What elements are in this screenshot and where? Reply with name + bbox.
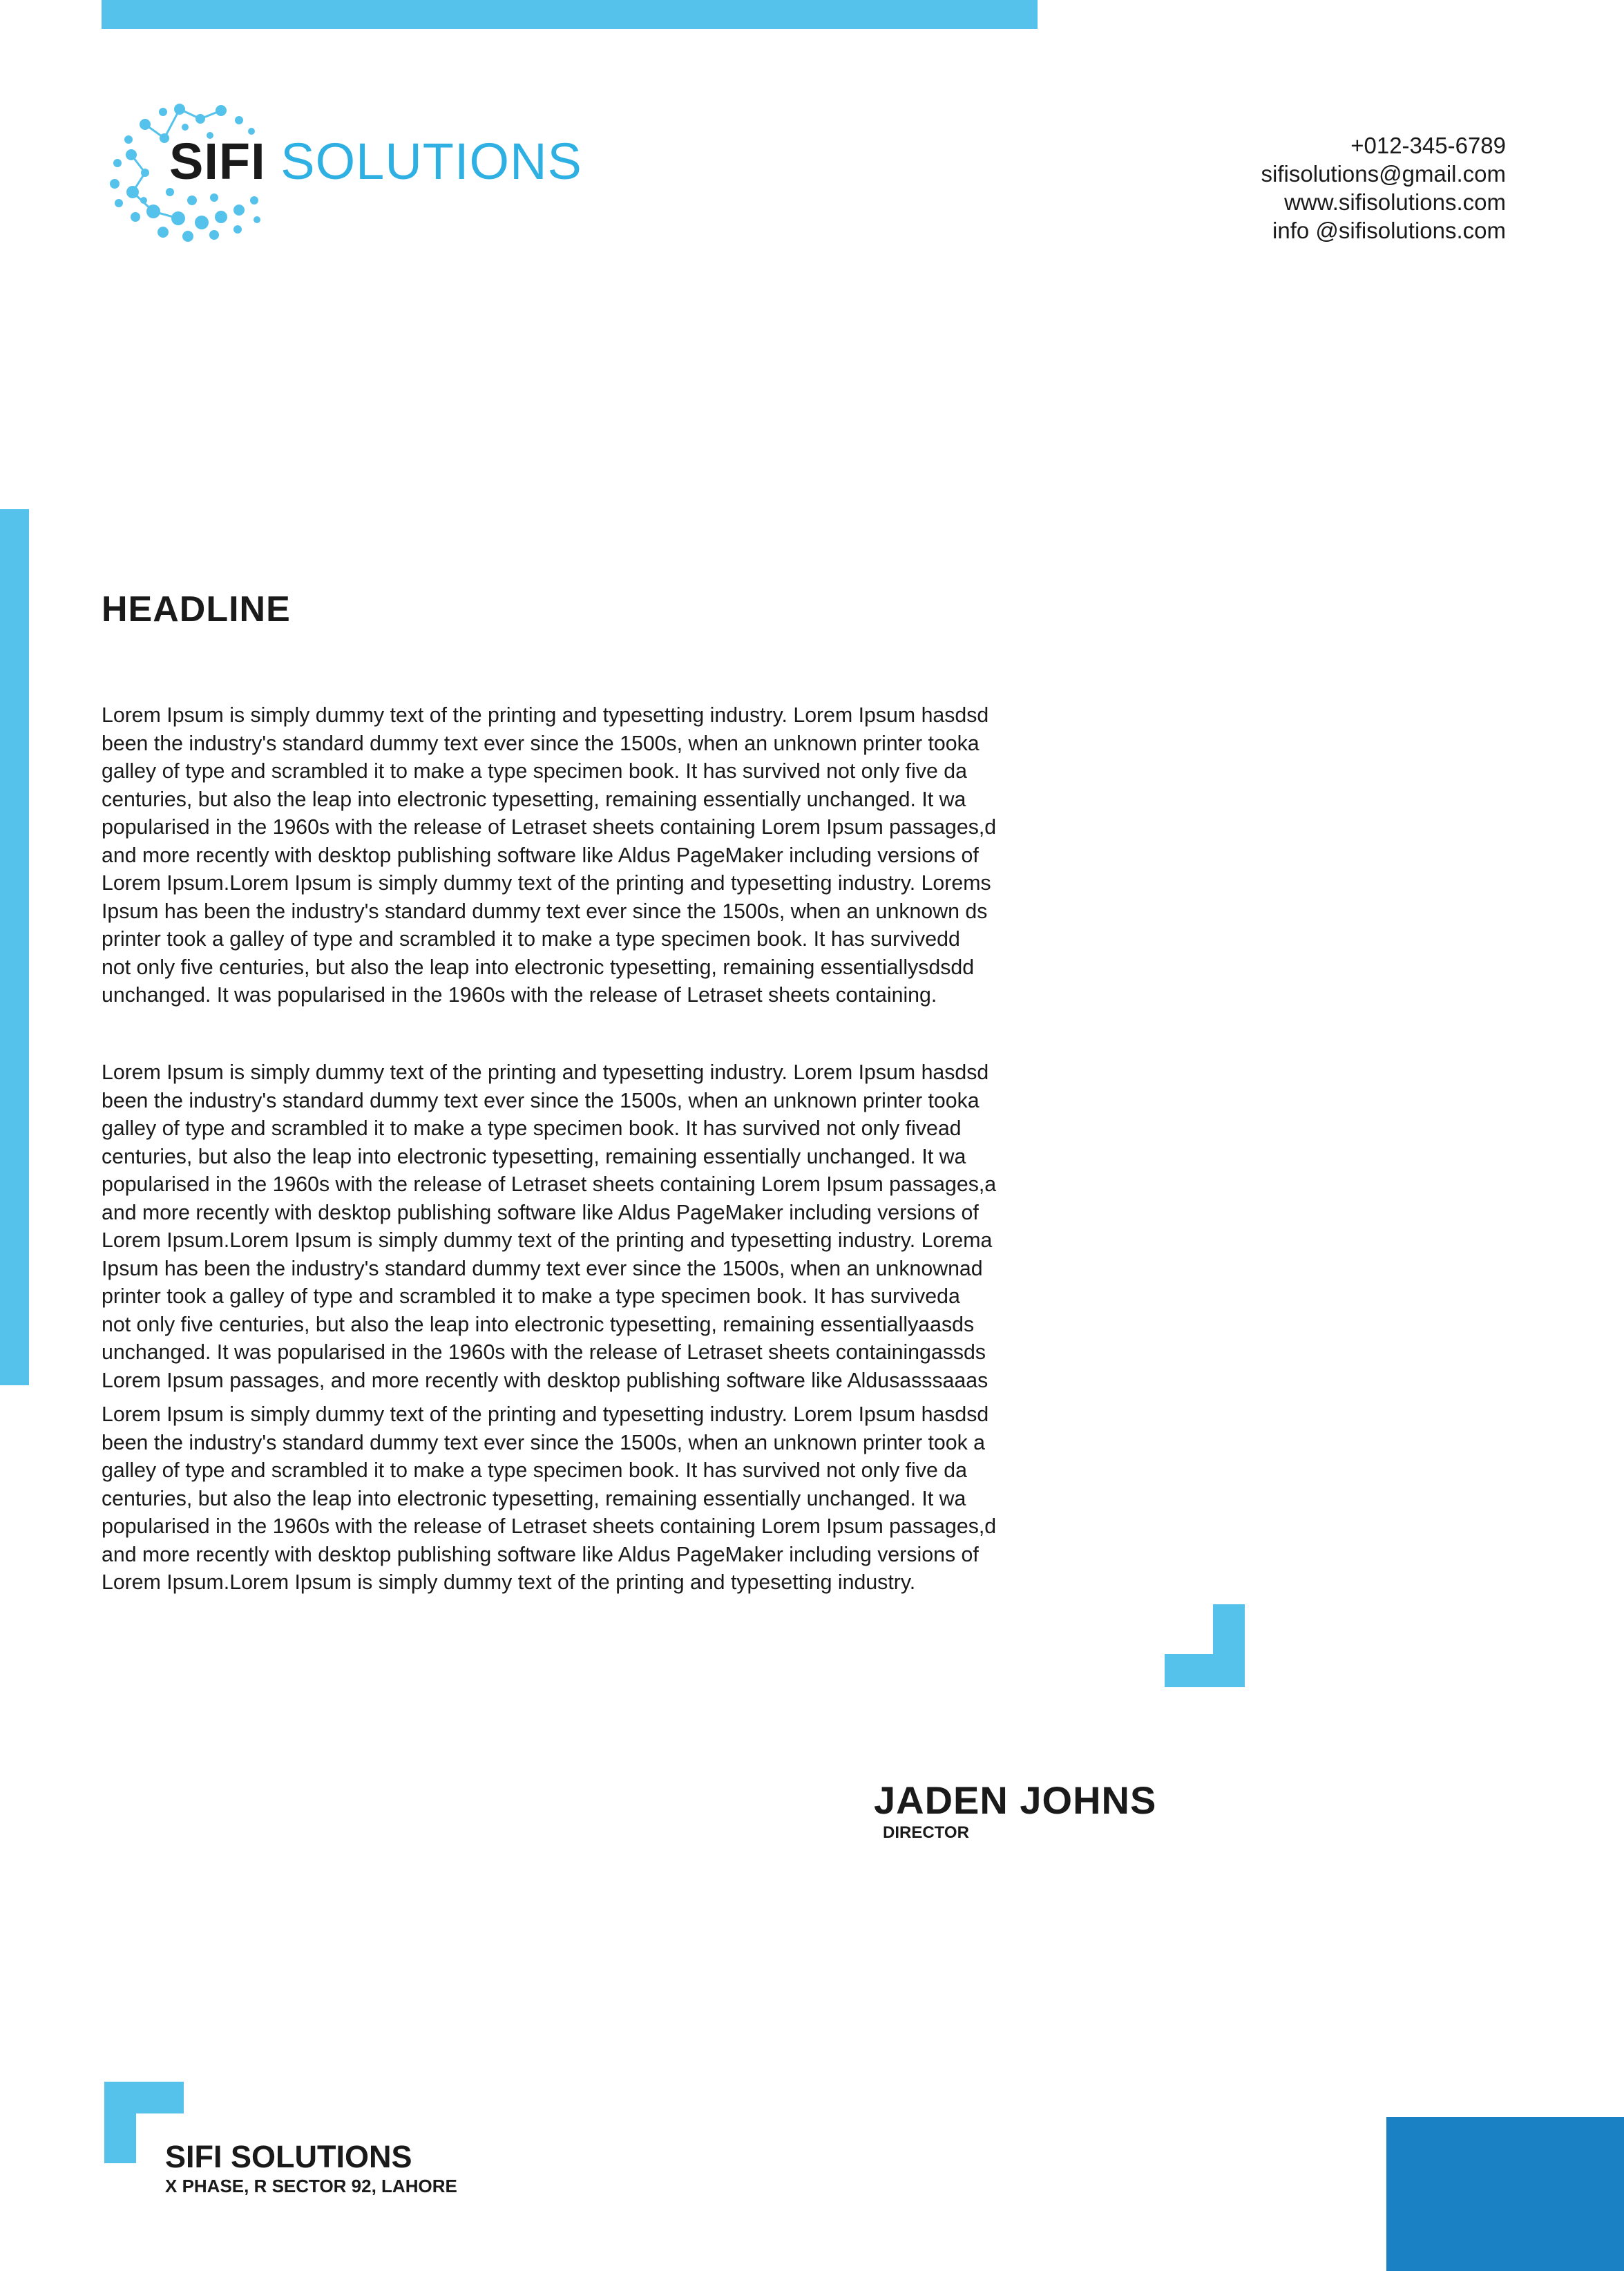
paragraph-line: Lorem Ipsum is simply dummy text of the printing and typesetting industry. Lorem Ipsum hasdsd	[102, 1061, 989, 1084]
paragraph-line: Ipsum has been the industry's standard dummy text ever since the 1500s, when an unknown ds	[102, 900, 988, 923]
paragraph-line: been the industry's standard dummy text ever since the 1500s, when an unknown printer tooka	[102, 1089, 980, 1112]
paragraph-line: popularised in the 1960s with the release of Letraset sheets containing Lorem Ipsum passages,d	[102, 816, 997, 839]
signer-title: DIRECTOR	[883, 1823, 969, 1842]
paragraph-line: unchanged. It was popularised in the 1960s with the release of Letraset sheets containingassds	[102, 1341, 986, 1364]
paragraph-line: galley of type and scrambled it to make a type specimen book. It has survived not only five da	[102, 1459, 967, 1482]
contact-phone: +012-345-6789	[1350, 133, 1506, 158]
body-paragraph-2	[102, 1059, 1165, 1395]
contact-block	[1261, 131, 1506, 245]
footer-accent-block	[1386, 2117, 1624, 2271]
headline: HEADLINE	[102, 589, 291, 629]
top-accent-bar	[102, 0, 1038, 29]
body-paragraph-1	[102, 702, 1165, 1010]
paragraph-line: been the industry's standard dummy text ever since the 1500s, when an unknown printer took a	[102, 1431, 985, 1454]
contact-website: www.sifisolutions.com	[1284, 189, 1506, 215]
paragraph-line: printer took a galley of type and scrambled it to make a type specimen book. It has surviveda	[102, 1285, 960, 1308]
paragraph-line: printer took a galley of type and scrambled it to make a type specimen book. It has survivedd	[102, 928, 960, 951]
paragraph-line: Lorem Ipsum.Lorem Ipsum is simply dummy text of the printing and typesetting industry.	[102, 1571, 916, 1594]
paragraph-line: centuries, but also the leap into electronic typesetting, remaining essentially unchanged. It wa	[102, 788, 966, 811]
paragraph-line: centuries, but also the leap into electronic typesetting, remaining essentially unchanged. It wa	[102, 1487, 966, 1510]
paragraph-line: Lorem Ipsum.Lorem Ipsum is simply dummy text of the printing and typesetting industry. Lorema	[102, 1229, 993, 1252]
company-logo-wordmark	[169, 133, 582, 190]
paragraph-line: popularised in the 1960s with the release of Letraset sheets containing Lorem Ipsum passages,a	[102, 1173, 997, 1196]
logo-name-bold: SIFI	[169, 133, 266, 190]
contact-info-email: info @sifisolutions.com	[1272, 218, 1506, 243]
footer-address: X PHASE, R SECTOR 92, LAHORE	[165, 2176, 457, 2196]
paragraph-line: unchanged. It was popularised in the 1960s with the release of Letraset sheets containing.	[102, 984, 937, 1007]
paragraph-line: Lorem Ipsum passages, and more recently with desktop publishing software like Aldusasssaaas	[102, 1369, 988, 1392]
paragraph-line: and more recently with desktop publishing software like Aldus PageMaker including versions of	[102, 844, 979, 867]
contact-email: sifisolutions@gmail.com	[1261, 161, 1506, 187]
corner-accent-shape	[1165, 1604, 1245, 1687]
side-accent-bar	[0, 509, 29, 1385]
paragraph-line: galley of type and scrambled it to make a type specimen book. It has survived not only fivead	[102, 1117, 962, 1140]
paragraph-line: been the industry's standard dummy text ever since the 1500s, when an unknown printer tooka	[102, 732, 980, 755]
paragraph-line: Lorem Ipsum is simply dummy text of the printing and typesetting industry. Lorem Ipsum hasdsd	[102, 704, 989, 727]
paragraph-line: and more recently with desktop publishing software like Aldus PageMaker including versions of	[102, 1201, 979, 1224]
paragraph-line: galley of type and scrambled it to make a type specimen book. It has survived not only five da	[102, 760, 967, 783]
logo-name-light: SOLUTIONS	[280, 133, 582, 190]
paragraph-line: popularised in the 1960s with the release of Letraset sheets containing Lorem Ipsum passages,d	[102, 1515, 997, 1538]
paragraph-line: not only five centuries, but also the leap into electronic typesetting, remaining essentiallyaasds	[102, 1313, 975, 1336]
paragraph-line: centuries, but also the leap into electronic typesetting, remaining essentially unchanged. It wa	[102, 1145, 966, 1168]
footer-company-name: SIFI SOLUTIONS	[165, 2139, 412, 2174]
paragraph-line: Lorem Ipsum.Lorem Ipsum is simply dummy text of the printing and typesetting industry. Lorems	[102, 872, 991, 895]
body-paragraph-3	[102, 1401, 1165, 1597]
paragraph-line: and more recently with desktop publishing software like Aldus PageMaker including versions of	[102, 1543, 979, 1566]
signer-name: JADEN JOHNS	[874, 1778, 1157, 1822]
paragraph-line: not only five centuries, but also the leap into electronic typesetting, remaining essentiallysdsdd	[102, 956, 975, 979]
paragraph-line: Lorem Ipsum is simply dummy text of the printing and typesetting industry. Lorem Ipsum hasdsd	[102, 1403, 989, 1426]
paragraph-line: Ipsum has been the industry's standard dummy text ever since the 1500s, when an unknownad	[102, 1257, 983, 1280]
